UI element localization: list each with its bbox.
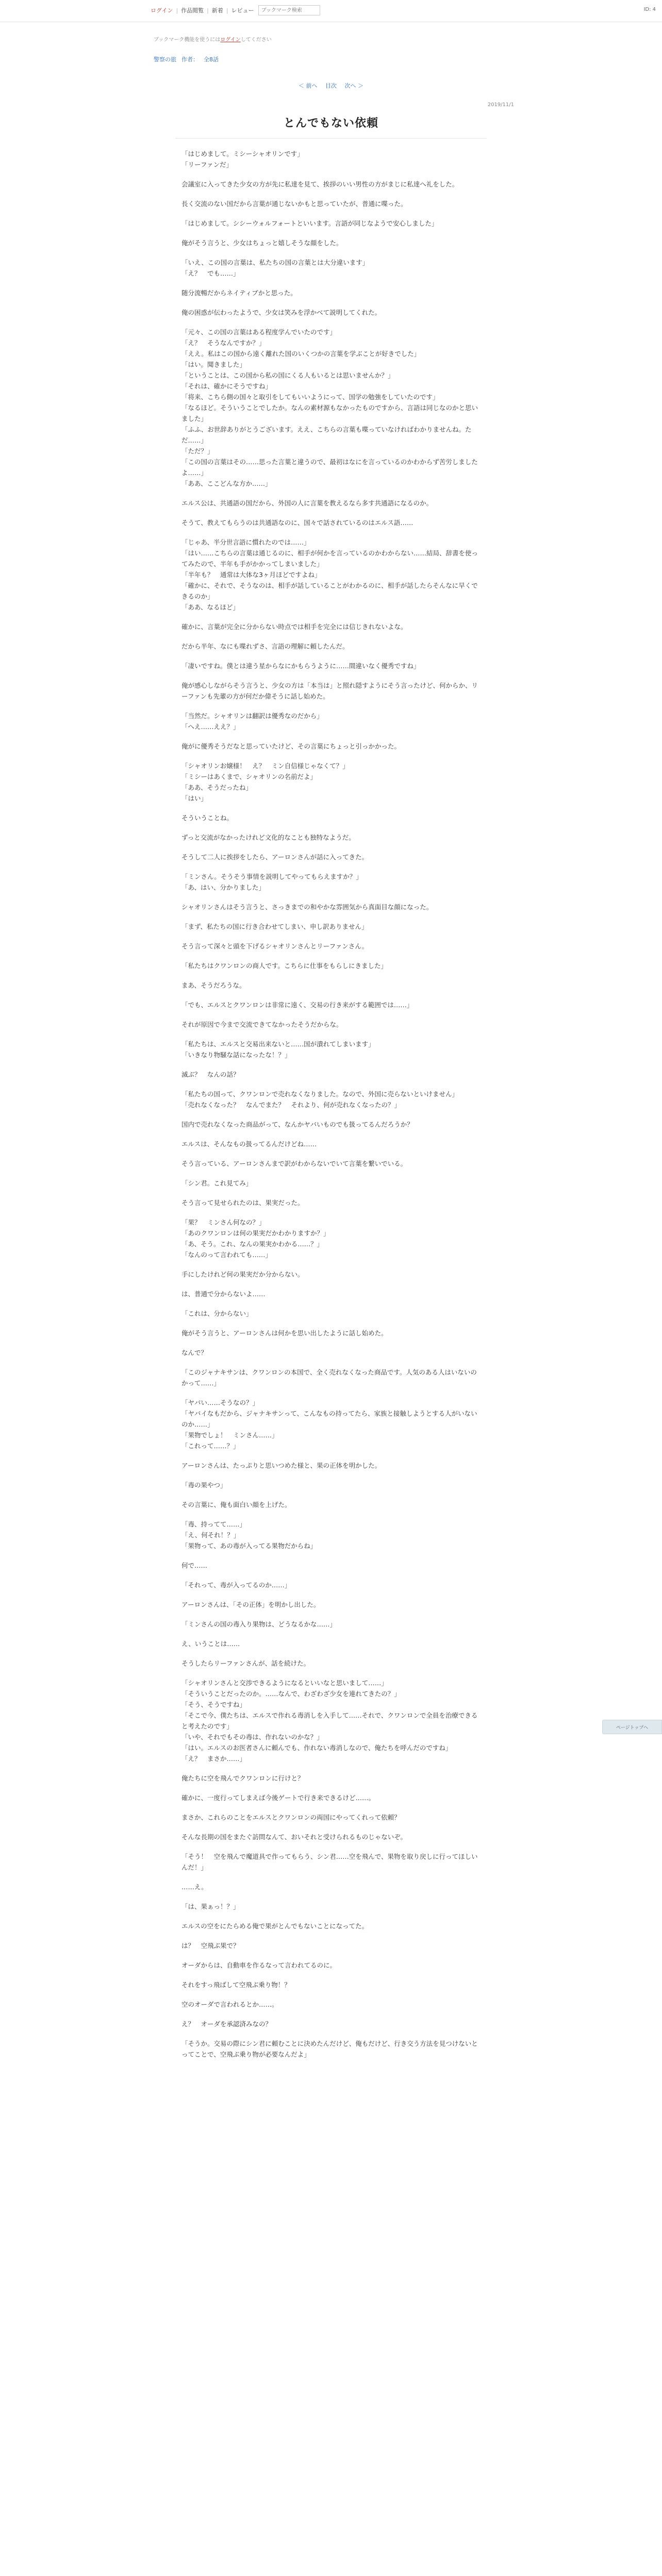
nav-divider: |	[226, 7, 228, 14]
novel-paragraph: だから半年、なにも喋れずさ、言語の理解に頼したんだ。	[181, 642, 349, 650]
novel-paragraph: 滅ぶ？ なんの話？	[181, 1071, 240, 1078]
nav-item-new[interactable]: 新着	[211, 7, 223, 14]
novel-paragraph: 空のオーダで言われるとか……。	[181, 2001, 278, 2008]
novel-paragraph: は？ 空飛ぶ果で？	[181, 1942, 240, 1950]
novel-paragraph: 「はじめまして。ミシーシャオリンです」 「リーファンだ」	[181, 150, 304, 168]
nav-divider: |	[207, 7, 209, 14]
login-link[interactable]: ログイン	[151, 7, 173, 14]
novel-paragraph: ……え。	[181, 1883, 208, 1891]
novel-paragraph: 「じゃあ、半分世言語に慣れたのでは……」 「はい……こちらの言葉は通じるのに、相手が何かを言っているのかわからない……結局、辞書を使ってみたので、半年も手がかかってしまいました」 「半年も？ 通常は大体な3ヶ月ほどですよね」 「確かに、それで、そうなのは、相手が話していることがわかるのに、相手が話したらそんなに早くできるのか」 「ああ、なるほど」	[181, 538, 478, 611]
top-bar	[0, 0, 662, 22]
novel-paragraph: 何で……	[181, 1562, 208, 1569]
title-divider	[175, 138, 487, 139]
novel-paragraph: 俺たちに空を飛んでクワンロンに行けと？	[181, 1774, 304, 1782]
novel-paragraph: 確かに、言葉が完全に分からない時点では相手を完全には信じきれないよな。	[181, 623, 407, 631]
novel-paragraph: 「私たちはクワンロンの商人です。こちらに仕事をもらしにきました」	[181, 962, 388, 970]
novel-paragraph: 確かに、一度行ってしまえば今後ゲートで行き来できるけど……。	[181, 1794, 375, 1802]
novel-paragraph: は、普通で分からないよ……	[181, 1290, 266, 1298]
novel-paragraph: アーロンさんは、たっぷりと思いつめた様と、果の正体を明かした。	[181, 1462, 382, 1469]
novel-paragraph: 「これは、分からない」	[181, 1310, 253, 1317]
novel-paragraph: それが原因で今まで交流できてなかったそうだからな。	[181, 1021, 343, 1028]
top-nav	[151, 5, 320, 15]
novel-paragraph: 「凄いですね。僕とは違う星からなにかもらうように……間違いなく優秀ですね」	[181, 662, 420, 670]
novel-paragraph: 手にしたけれど何の果実だか分からない。	[181, 1270, 304, 1278]
novel-paragraph: そう言っている、アーロンさんまで訳がわからないでいて言葉を繋いでいる。	[181, 1160, 407, 1167]
post-date: 2019/11/1	[487, 102, 514, 108]
page-top-button[interactable]: ページトップへ	[602, 1720, 662, 1734]
novel-paragraph: エルス公は、共通語の国だから、外国の人に言葉を教えるなら多す共通語になるのか。	[181, 499, 433, 507]
novel-paragraph: シャオリンさんはそう言うと、さっきまでの和やかな雰囲気から真面目な顔になった。	[181, 903, 433, 911]
novel-paragraph: オーダからは、自動車を作るなって言われてるのに。	[181, 1961, 337, 1969]
novel-paragraph: 「当然だ。シャオリンは翻訳は優秀なのだから」 「へえ……ええ？」	[181, 712, 323, 731]
novel-paragraph: それをすっ飛ばして空飛ぶ乗り物！？	[181, 1981, 291, 1989]
novel-paragraph: そう言って深々と頭を下げるシャオリンさんとリーファンさん。	[181, 942, 369, 950]
novel-paragraph: その言葉に、俺も面白い顔を上げた。	[181, 1501, 291, 1509]
novel-paragraph: まあ、そうだろうな。	[181, 981, 246, 989]
breadcrumb-series[interactable]: 警察の旅	[154, 56, 176, 63]
novel-paragraph: 俺がに優秀そうだなと思っていたけど、その言葉にちょっと引っかかった。	[181, 742, 401, 750]
chapter-title: とんでもない依頼	[283, 117, 378, 130]
novel-paragraph: 俺がそう言うと、少女はちょっと嬉しそうな顔をした。	[181, 239, 343, 247]
novel-paragraph: そういうことね。	[181, 814, 234, 822]
novel-paragraph: 「ミンさん。そうそう事情を説明してやってもらえますか？」 「あ、はい、分かりました」	[181, 873, 362, 891]
novel-paragraph: 「このジャナキサンは、クワンロンの本国で、全く売れなくなった商品です。人気のある人はいないのかって……」	[181, 1368, 477, 1387]
novel-paragraph: 「でも、エルスとクワンロンは非常に遠く、交易の行き来がする範囲では……」	[181, 1001, 413, 1009]
breadcrumb-author[interactable]: 作者：	[181, 56, 198, 63]
novel-paragraph: 「元々、この国の言葉はある程度学んでいたのです」 「え？ そうなんですか？」 「ええ。私はこの国から遠く離れた国のいくつかの言葉を学ぶことが好きでした」 「はい。聞きました」 「ということは、この国から私の国にくる人もいるとは思いませんか？」 「それは、確かにそうですね」 「将来、こちら側の国々と取引をしてもいいようにって、国学の勉強をしていたのです」 「なるほど。そういうことでしたか。なんの素材源もなかったものですから、言語は同じなのかと思いました」 「ふふ、お世辞ありがとうございます。ええ、こちらの言葉も喋っていなければわかりませんね。ただ……」 「ただ？」 「この国の言葉はその……思った言葉と違うので、最初はなにを言っているのかわからず苦労しましたよ……」 「ああ、ここどんな方か……」	[181, 328, 478, 487]
breadcrumb	[154, 55, 219, 63]
novel-paragraph: 「果？ ミンさん何なの？」 「あのクワンロンは何の果実だかわかりますか？」 「あ、そう。これ、なんの果実かわかる……？」 「なんのって言われても……」	[181, 1218, 330, 1259]
novel-paragraph: 「まず、私たちの国に行き合わせてしまい、申し訳ありません」	[181, 923, 368, 930]
novel-paragraph: 「は、果ぁっ！？」	[181, 1903, 240, 1910]
novel-paragraph: 「はじめまして。シシーウォルフォートといいます。言語が同じなようで安心しました」	[181, 219, 438, 227]
novel-paragraph: 随分流暢だからネイティブかと思った。	[181, 289, 297, 297]
novel-paragraph: 俺が感心しながらそう言うと、少女の方は「本当は」と照れ隠すようにそう言ったけど、何からか、リーファンも先輩の方が何だか偉そうに話し始めた。	[181, 682, 478, 700]
novel-paragraph: そう言って見せられたのは、果実だった。	[181, 1199, 304, 1207]
nav-divider: |	[176, 7, 178, 14]
bookmark-search-input[interactable]	[258, 5, 320, 15]
notice-text: ブックマーク機能を使うには	[154, 37, 221, 43]
novel-paragraph: え？ オーダを承認済みなの？	[181, 2020, 272, 2028]
chapter-pager	[0, 81, 662, 90]
novel-paragraph: ずっと交流がなかったけれど文化的なことも独特なようだ。	[181, 834, 355, 841]
novel-paragraph: 「私たちは、エルスと交易出来ないと……国が潰れてしまいます」 「いきなり物騒な話になったな！？」	[181, 1040, 375, 1059]
novel-paragraph: 「いえ、この国の言葉は、私たちの国の言葉とは大分違います」 「え？ でも……」	[181, 259, 369, 277]
novel-paragraph: 「そうか。交易の際にシン君に頼むことに決めたんだけど、俺もだけど、行き交う方法を見つけないとってことで、空飛ぶ乗り物が必要なんだよ」	[181, 2040, 478, 2058]
novel-paragraph: 俺の困惑が伝わったようで、少女は笑みを浮かべて説明してくれた。	[181, 309, 382, 316]
novel-paragraph: 長く交流のない国だから言葉が通じないかもと思っていたが、普通に喋った。	[181, 200, 407, 208]
novel-paragraph: 「シャオリンお嬢様！ え？ ミン自信様じゃなくて？」 「ミシーはあくまで、シャオリンの名前だよ」 「ああ、そうだったね」 「はい」	[181, 762, 349, 802]
novel-body	[181, 148, 483, 2069]
novel-paragraph: アーロンさんは、「その正体」を明かし出した。	[181, 1601, 320, 1608]
novel-paragraph: え、いうことは……	[181, 1640, 240, 1648]
novel-paragraph: 国内で売れなくなった商品がって、なんかヤバいものでも扱ってるんだろうか？	[181, 1121, 413, 1128]
novel-paragraph: 「ヤバい……そうなの？」 「ヤバイなもだから、ジャナキサンって、こんなもの持ってたら、家族と接触しようとする人がいないのか……」 「果物でしょ！ ミンさん……」 「これって……？」	[181, 1399, 477, 1450]
novel-paragraph: そうして二人に挨拶をしたら、アーロンさんが話に入ってきた。	[181, 853, 369, 861]
novel-paragraph: そんな長期の国をまたぐ訪問なんて、おいそれと受けられるものじゃないぞ。	[181, 1833, 407, 1841]
login-notice	[154, 35, 272, 43]
nav-item-review[interactable]: レビュー	[231, 7, 254, 14]
novel-paragraph: 「毒、持ってて……」 「え、何それ！？」 「果物って、あの毒が入ってる果物だからね」	[181, 1520, 317, 1550]
novel-paragraph: そうしたらリーファンさんが、話を続けた。	[181, 1659, 310, 1667]
toc-link[interactable]: 目次	[325, 82, 337, 89]
novel-paragraph: 「ミンさんの国の毒入り果物は、どうなるかな……」	[181, 1620, 337, 1628]
nav-item-browse[interactable]: 作品閲覧	[181, 7, 204, 14]
notice-text-after: してください	[240, 37, 272, 43]
novel-paragraph: 「シン君。これ見てみ」	[181, 1179, 253, 1187]
user-id: ID: 4	[643, 7, 656, 12]
novel-paragraph: 会議室に入ってきた少女の方が先に私達を見て、挨拶のいい男性の方がまじに私達へ礼をした。	[181, 180, 459, 188]
novel-paragraph: なんで？	[181, 1349, 208, 1357]
next-link[interactable]: 次へ ＞	[344, 82, 363, 89]
novel-paragraph: 「そう！ 空を飛んで魔道具で作ってもらう、シン君……空を飛んで、果物を取り戻しに行ってほしいんだ！」	[181, 1853, 478, 1871]
novel-paragraph: まさか、これらのことをエルスとクワンロンの両国にやってくれって依頼？	[181, 1814, 401, 1821]
breadcrumb-episodes[interactable]: 全8話	[204, 56, 219, 63]
notice-login-link[interactable]: ログイン	[220, 37, 241, 43]
novel-paragraph: エルスの空をにたらめる俺で果がとんでもないことになってた。	[181, 1922, 369, 1930]
prev-link[interactable]: ＜ 前へ	[299, 82, 318, 89]
novel-paragraph: エルスは、そんなもの扱ってるんだけどね……	[181, 1140, 317, 1148]
novel-paragraph: そうて、教えてもらうのは共通語なのに、国々で話されているのはエルス語……	[181, 519, 413, 527]
novel-paragraph: 「私たちの国って、クワンロンで売れなくなりました。なので、外国に売らないといけません」 「売れなくなった？ なんでまた？ それより、何が売れなくなったの？」	[181, 1090, 459, 1109]
novel-paragraph: 「それって、毒が入ってるのか……」	[181, 1581, 291, 1589]
novel-paragraph: 「毒の果やつ」	[181, 1481, 227, 1489]
novel-paragraph: 俺がそう言うと、アーロンさんは何かを思い出したように話し始めた。	[181, 1329, 388, 1337]
novel-paragraph: 「シャオリンさんと交渉できるようになるといいなと思いまして……」 「そういうことだったのか。……なんで、わざわざ少女を連れてきたの？」 「そう、そうですね」 「そこで今、僕たちは、エルスで作れる毒消しを入手して……それで、クワンロンで全員を治療できると考えたのです」 「いや、それでもその毒は、作れないのかな？」 「はい。エルスのお医者さんに頼んでも、作れない毒消しなので、俺たちを呼んだのですね」 「え？ まさか……」	[181, 1679, 478, 1762]
